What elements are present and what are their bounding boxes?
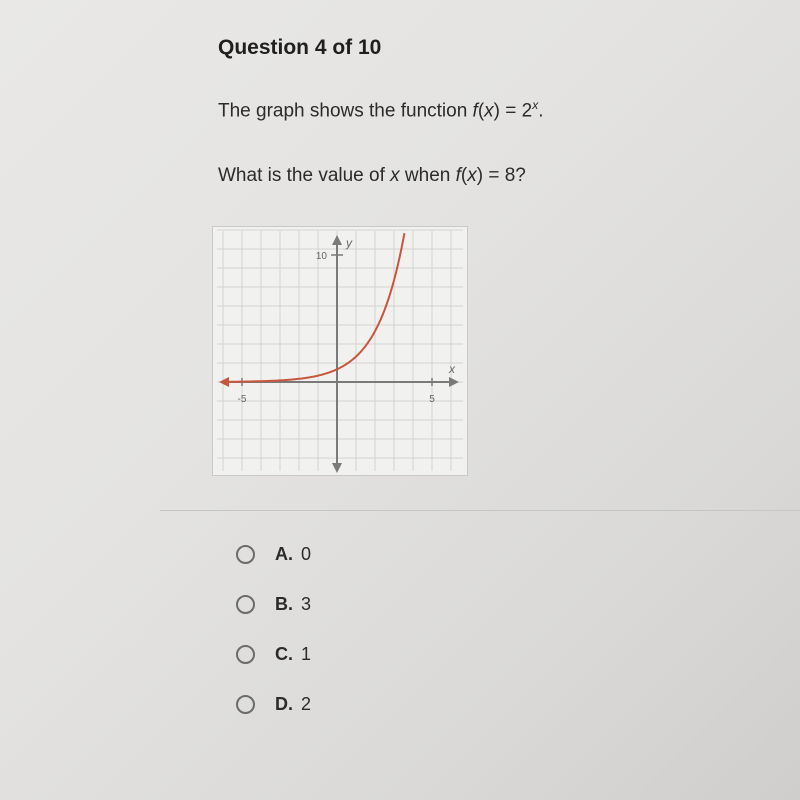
equals-base: ) = 2 (493, 100, 533, 122)
choice-letter: D. (275, 693, 293, 714)
divider (160, 510, 800, 511)
prompt-text-end: ) = 8? (476, 165, 526, 186)
paren-open: ( (460, 165, 468, 186)
radio-button-d[interactable] (236, 695, 255, 714)
variable: x (484, 100, 494, 122)
question-prompt-function (218, 98, 544, 122)
radio-button-a[interactable] (236, 545, 255, 564)
tick-label-x-5: 5 (429, 394, 435, 405)
function-graph (212, 226, 468, 476)
choice-a[interactable] (236, 539, 311, 569)
prompt-text-mid: when (399, 165, 456, 186)
question-prompt-ask (218, 165, 526, 187)
choice-value: 2 (301, 693, 312, 714)
exponential-curve (223, 233, 404, 382)
tick-label-x-neg5: -5 (237, 394, 247, 405)
prompt-text: The graph shows the function (218, 100, 473, 122)
function-name: f (455, 165, 461, 186)
grid-lines (217, 230, 463, 471)
question-header: Question 4 of 10 (218, 36, 382, 59)
x-axis-arrow-right-icon (449, 377, 459, 387)
exponent: x (532, 98, 539, 112)
choice-value: 1 (301, 643, 312, 664)
y-axis-arrow-down-icon (332, 463, 342, 473)
graph-svg (213, 227, 467, 475)
paren-open: ( (477, 100, 485, 122)
choice-value: 3 (301, 593, 312, 614)
choice-d[interactable] (236, 689, 311, 719)
choice-letter: B. (275, 593, 293, 614)
tick-label-y-10: 10 (315, 251, 327, 262)
radio-button-c[interactable] (236, 645, 255, 664)
choice-b[interactable] (236, 589, 311, 619)
function-name: f (472, 100, 478, 122)
choice-letter: A. (275, 543, 293, 564)
prompt-text: What is the value of (218, 165, 391, 186)
choice-letter: C. (275, 643, 293, 664)
variable: x (390, 165, 400, 186)
choice-c[interactable] (236, 639, 311, 669)
x-axis-label: x (449, 362, 455, 376)
radio-button-b[interactable] (236, 595, 255, 614)
variable: x (467, 165, 477, 186)
y-axis-arrow-up-icon (332, 235, 342, 245)
choice-value: 0 (301, 543, 312, 564)
period: . (538, 100, 544, 122)
y-axis-label: y (346, 236, 352, 250)
